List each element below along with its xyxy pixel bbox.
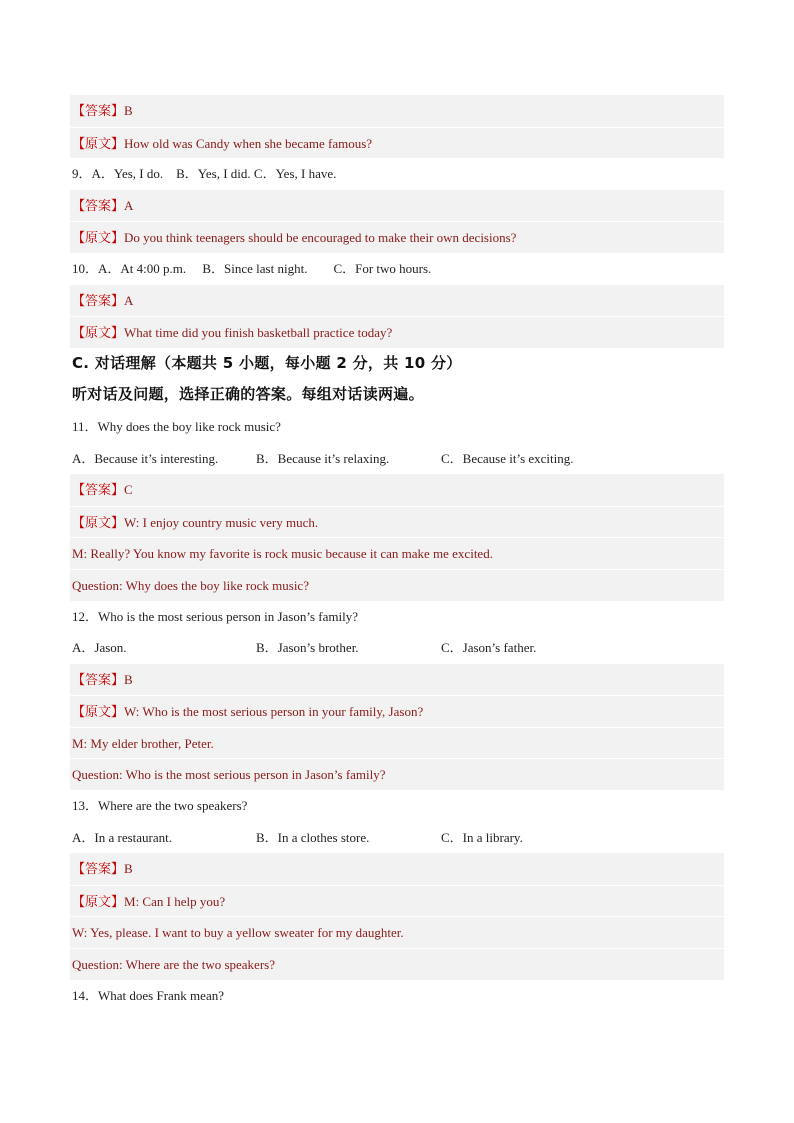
- answer-line: [70, 664, 724, 696]
- section-instructions: 听对话及问题，选择正确的答案。每组对话读两遍。: [72, 385, 424, 404]
- answer-tag: 【答案】: [72, 861, 125, 877]
- transcript-question: Question: Where are the two speakers?: [70, 948, 724, 980]
- question-10: 10．A．At 4:00 p.m. B．Since last night. C．For two hours.: [72, 260, 432, 276]
- section-heading: C. 对话理解（本题共 5 小题，每小题 2 分，共 10 分）: [72, 353, 462, 372]
- transcript-line: [70, 127, 724, 159]
- option-a: A．Jason.: [72, 640, 127, 656]
- answer-line: [70, 285, 724, 317]
- transcript-question: Question: Who is the most serious person in Jason’s family?: [70, 758, 724, 790]
- question-14: 14．What does Frank mean?: [72, 987, 224, 1003]
- question-13: 13．Where are the two speakers?: [72, 798, 248, 814]
- transcript-tag: 【原文】: [72, 135, 125, 151]
- transcript-tag: 【原文】: [72, 514, 125, 530]
- transcript-line: [70, 506, 724, 538]
- answer-value: B: [124, 671, 133, 687]
- answer-tag: 【答案】: [72, 197, 125, 213]
- question-12: 12．Who is the most serious person in Jason’s family?: [72, 608, 358, 624]
- answer-tag: 【答案】: [72, 103, 125, 118]
- transcript-line: [70, 695, 724, 727]
- answer-line: [70, 474, 724, 506]
- answer-value: A: [124, 292, 134, 308]
- answer-line: [70, 853, 724, 885]
- answer-tag: 【答案】: [72, 482, 125, 498]
- transcript-tag: 【原文】: [72, 704, 125, 720]
- option-b: B．Jason’s brother.: [256, 640, 359, 656]
- document-page: [70, 95, 724, 1011]
- transcript-line: M: Really? You know my favorite is rock music because it can make me excited.: [70, 537, 724, 569]
- option-c: C．Because it’s exciting.: [441, 450, 574, 466]
- option-a: A．Because it’s interesting.: [72, 450, 219, 466]
- answer-value: C: [124, 482, 133, 498]
- option-c: C．Jason’s father.: [441, 640, 537, 656]
- transcript-text: How old was Candy when she became famous?: [124, 135, 373, 151]
- option-b: B．In a clothes store.: [256, 829, 370, 845]
- answer-value: B: [124, 103, 133, 118]
- transcript-text: M: Can I help you?: [124, 893, 226, 909]
- transcript-text: W: I enjoy country music very much.: [124, 514, 319, 530]
- transcript-line: [70, 316, 724, 348]
- question-9: 9．A．Yes, I do. B．Yes, I did. C．Yes, I have.: [72, 166, 337, 182]
- answer-tag: 【答案】: [72, 671, 125, 687]
- answer-tag: 【答案】: [72, 292, 125, 308]
- answer-value: A: [124, 197, 134, 213]
- options-13: [70, 822, 724, 854]
- transcript-text: W: Who is the most serious person in your family, Jason?: [124, 704, 424, 720]
- transcript-tag: 【原文】: [72, 893, 125, 909]
- answer-line: [70, 190, 724, 222]
- transcript-text: Do you think teenagers should be encouraged to make their own decisions?: [124, 230, 517, 246]
- transcript-tag: 【原文】: [72, 325, 125, 341]
- transcript-tag: 【原文】: [72, 230, 125, 246]
- answer-value: B: [124, 861, 133, 877]
- transcript-line: [70, 221, 724, 253]
- option-c: C．In a library.: [441, 829, 523, 845]
- transcript-text: What time did you finish basketball practice today?: [124, 325, 393, 341]
- options-11: [70, 443, 724, 475]
- transcript-question: Question: Why does the boy like rock music?: [70, 569, 724, 601]
- transcript-line: M: My elder brother, Peter.: [70, 727, 724, 759]
- question-11: 11．Why does the boy like rock music?: [72, 418, 281, 434]
- transcript-line: W: Yes, please. I want to buy a yellow sweater for my daughter.: [70, 916, 724, 948]
- option-a: A．In a restaurant.: [72, 829, 172, 845]
- option-b: B．Because it’s relaxing.: [256, 450, 390, 466]
- options-12: [70, 632, 724, 664]
- transcript-line: [70, 885, 724, 917]
- answer-line: [70, 95, 724, 127]
